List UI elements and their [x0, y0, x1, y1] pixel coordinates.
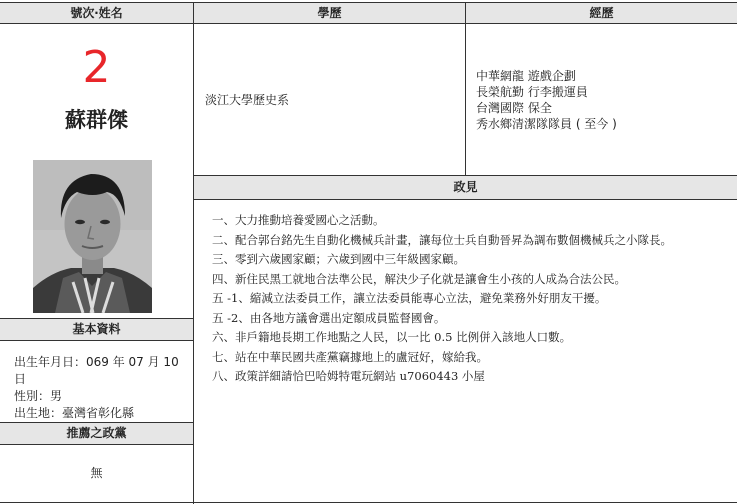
- header-basic-info: 基本資料: [0, 319, 193, 340]
- gender: 性別：男: [14, 389, 63, 403]
- policy-item: 五 -1、縮減立法委員工作，讓立法委員能專心立法，避免業務外好朋友干擾。: [212, 291, 607, 305]
- birth-date: 出生年月日：069 年 07 月 10 日: [14, 355, 179, 386]
- birthplace: 出生地：臺灣省彰化縣: [14, 406, 135, 420]
- bottom-border: [0, 502, 737, 503]
- experience-item: 秀水鄉清潔隊隊員 ( 至今 ): [476, 117, 617, 131]
- candidate-photo: [33, 160, 152, 313]
- experience-item: 台灣國際 保全: [476, 101, 552, 115]
- policy-item: 六、非戶籍地長期工作地點之人民，以一比 0.5 比例併入該地人口數。: [212, 330, 572, 344]
- top-border: [0, 2, 737, 3]
- experience-list: [476, 68, 734, 132]
- basic-info-list: [14, 354, 189, 422]
- portrait-image: [33, 160, 152, 313]
- policy-item: 八、政策詳細請恰巴哈姆特電玩網站 u7060443 小屋: [212, 369, 485, 383]
- policy-item: 五 -2、由各地方議會選出定額成員監督國會。: [212, 310, 446, 325]
- party-header-line: [0, 444, 193, 445]
- policy-item: 七、站在中華民國共產黨竊據地上的盧冠好，嫁給我。: [212, 349, 488, 364]
- party-value: 無: [90, 466, 103, 480]
- header-policy: 政見: [194, 176, 737, 199]
- header-divider: [0, 23, 737, 24]
- policy-item: 一、大力推動培養愛國心之活動。: [212, 213, 385, 227]
- policy-item: 二、配合郭台銘先生自動化機械兵計畫，讓每位士兵自動晉昇為調布數個機械兵之小隊長。: [212, 232, 672, 247]
- header-education: 學歷: [194, 3, 465, 23]
- experience-item: 長榮航勤 行李搬運員: [476, 85, 588, 99]
- basic-info-header-line: [0, 340, 193, 341]
- experience-divider: [465, 2, 466, 176]
- policy-header-line: [193, 199, 737, 200]
- policy-list: [212, 211, 736, 387]
- education-value: 淡江大學歷史系: [205, 93, 290, 107]
- header-number-name: 號次‧姓名: [0, 3, 193, 23]
- policy-item: 三、零到六歲國家顧；六歲到國中三年級國家顧。: [212, 252, 465, 266]
- left-column-divider: [193, 2, 194, 504]
- header-experience: 經歷: [466, 3, 737, 23]
- candidate-name: 蘇群傑: [65, 108, 128, 132]
- policy-item: 四、新住民黑工就地合法準公民，解決少子化就是讓會生小孩的人成為合法公民。: [212, 271, 626, 286]
- candidate-number: 2: [82, 42, 111, 93]
- header-party: 推薦之政黨: [0, 423, 193, 444]
- experience-item: 中華網龍 遊戲企劃: [476, 69, 576, 83]
